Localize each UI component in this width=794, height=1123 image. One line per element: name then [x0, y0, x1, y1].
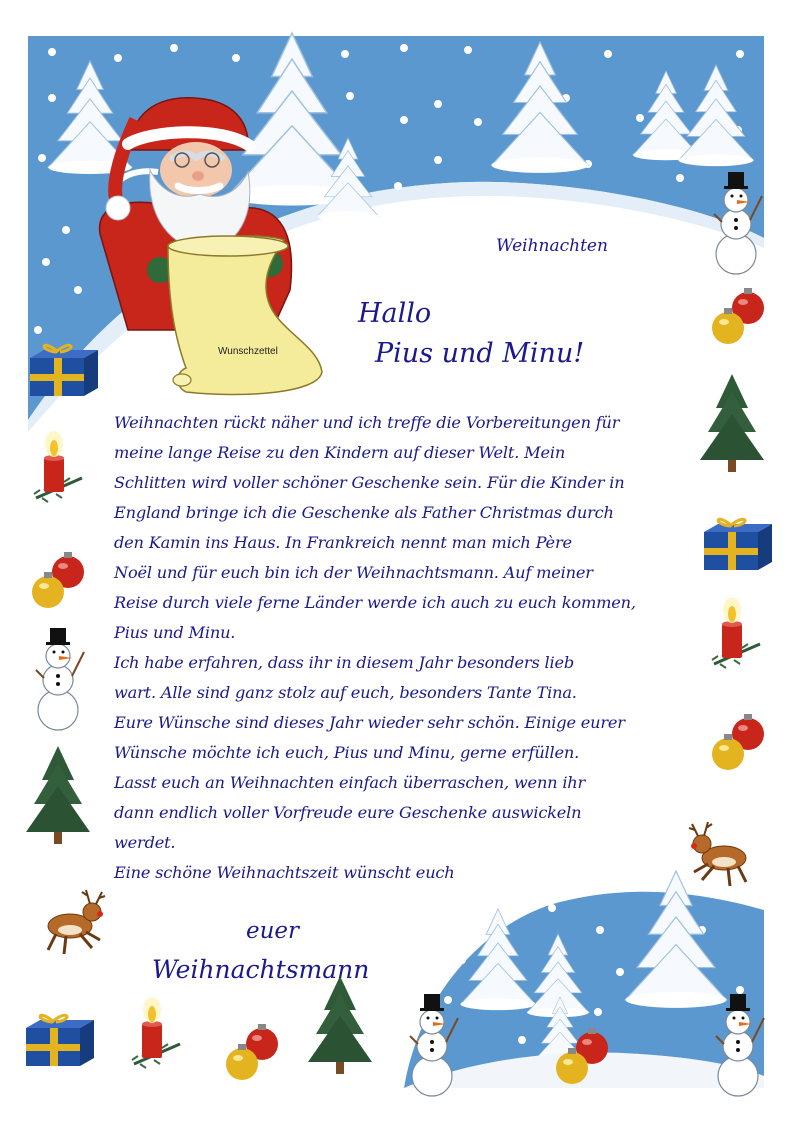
letter-line: England bringe ich die Geschenke als Father Christmas durch: [114, 503, 614, 522]
letter-line: wart. Alle sind ganz stolz auf euch, besonders Tante Tina.: [114, 683, 577, 702]
candle-icon: [712, 597, 760, 668]
signature: Weihnachtsmann: [152, 955, 370, 984]
wish-list-scroll: [168, 236, 322, 395]
gift-box-icon: [30, 345, 98, 396]
fir-tree-icon: [308, 976, 372, 1074]
scroll-label: Wunschzettel: [218, 346, 278, 357]
letter-line: Ich habe erfahren, dass ihr in diesem Jahr besonders lieb: [114, 653, 575, 672]
greeting-line-2: Pius und Minu!: [375, 338, 585, 369]
candle-icon: [132, 997, 180, 1068]
header-word: Weihnachten: [496, 236, 608, 256]
letter-line: Eure Wünsche sind dieses Jahr wieder sehr schön. Einige eurer: [114, 713, 625, 732]
letter-line: Schlitten wird voller schöner Geschenke sein. Für die Kinder in: [114, 473, 625, 492]
letter-line: Reise durch viele ferne Länder werde ich auch zu euch kommen,: [114, 593, 636, 612]
gift-box-icon: [26, 1015, 94, 1066]
christmas-bauble-icon: [226, 1024, 278, 1080]
greeting-line-1: Hallo: [358, 298, 432, 329]
letter-body: [114, 408, 694, 888]
snowman-icon: [36, 628, 84, 730]
letter-line: Weihnachten rückt näher und ich treffe die Vorbereitungen für: [114, 413, 620, 432]
closing-line-1: euer: [246, 918, 300, 944]
christmas-bauble-icon: [712, 288, 764, 344]
candle-icon: [34, 431, 82, 502]
letter-line: Wünsche möchte ich euch, Pius und Minu, gerne erfüllen.: [114, 743, 580, 762]
fir-tree-icon: [26, 746, 90, 844]
letter-line: Noël und für euch bin ich der Weihnachtsmann. Auf meiner: [114, 563, 593, 582]
reindeer-icon: [48, 890, 105, 954]
letter-line: Pius und Minu.: [114, 623, 236, 642]
letter-line: meine lange Reise zu den Kindern auf dieser Welt. Mein: [114, 443, 566, 462]
reindeer-icon: [689, 822, 746, 886]
letter-line: werdet.: [114, 833, 176, 852]
letter-line: den Kamin ins Haus. In Frankreich nennt man mich Père: [114, 533, 572, 552]
letter-line: Lasst euch an Weihnachten einfach überraschen, wenn ihr: [114, 773, 586, 792]
christmas-bauble-icon: [712, 714, 764, 770]
gift-box-icon: [704, 519, 772, 570]
christmas-bauble-icon: [32, 552, 84, 608]
letter-line: Eine schöne Weihnachtszeit wünscht euch: [114, 863, 455, 882]
letter-line: dann endlich voller Vorfreude eure Geschenke auswickeln: [114, 803, 582, 822]
fir-tree-icon: [700, 374, 764, 472]
